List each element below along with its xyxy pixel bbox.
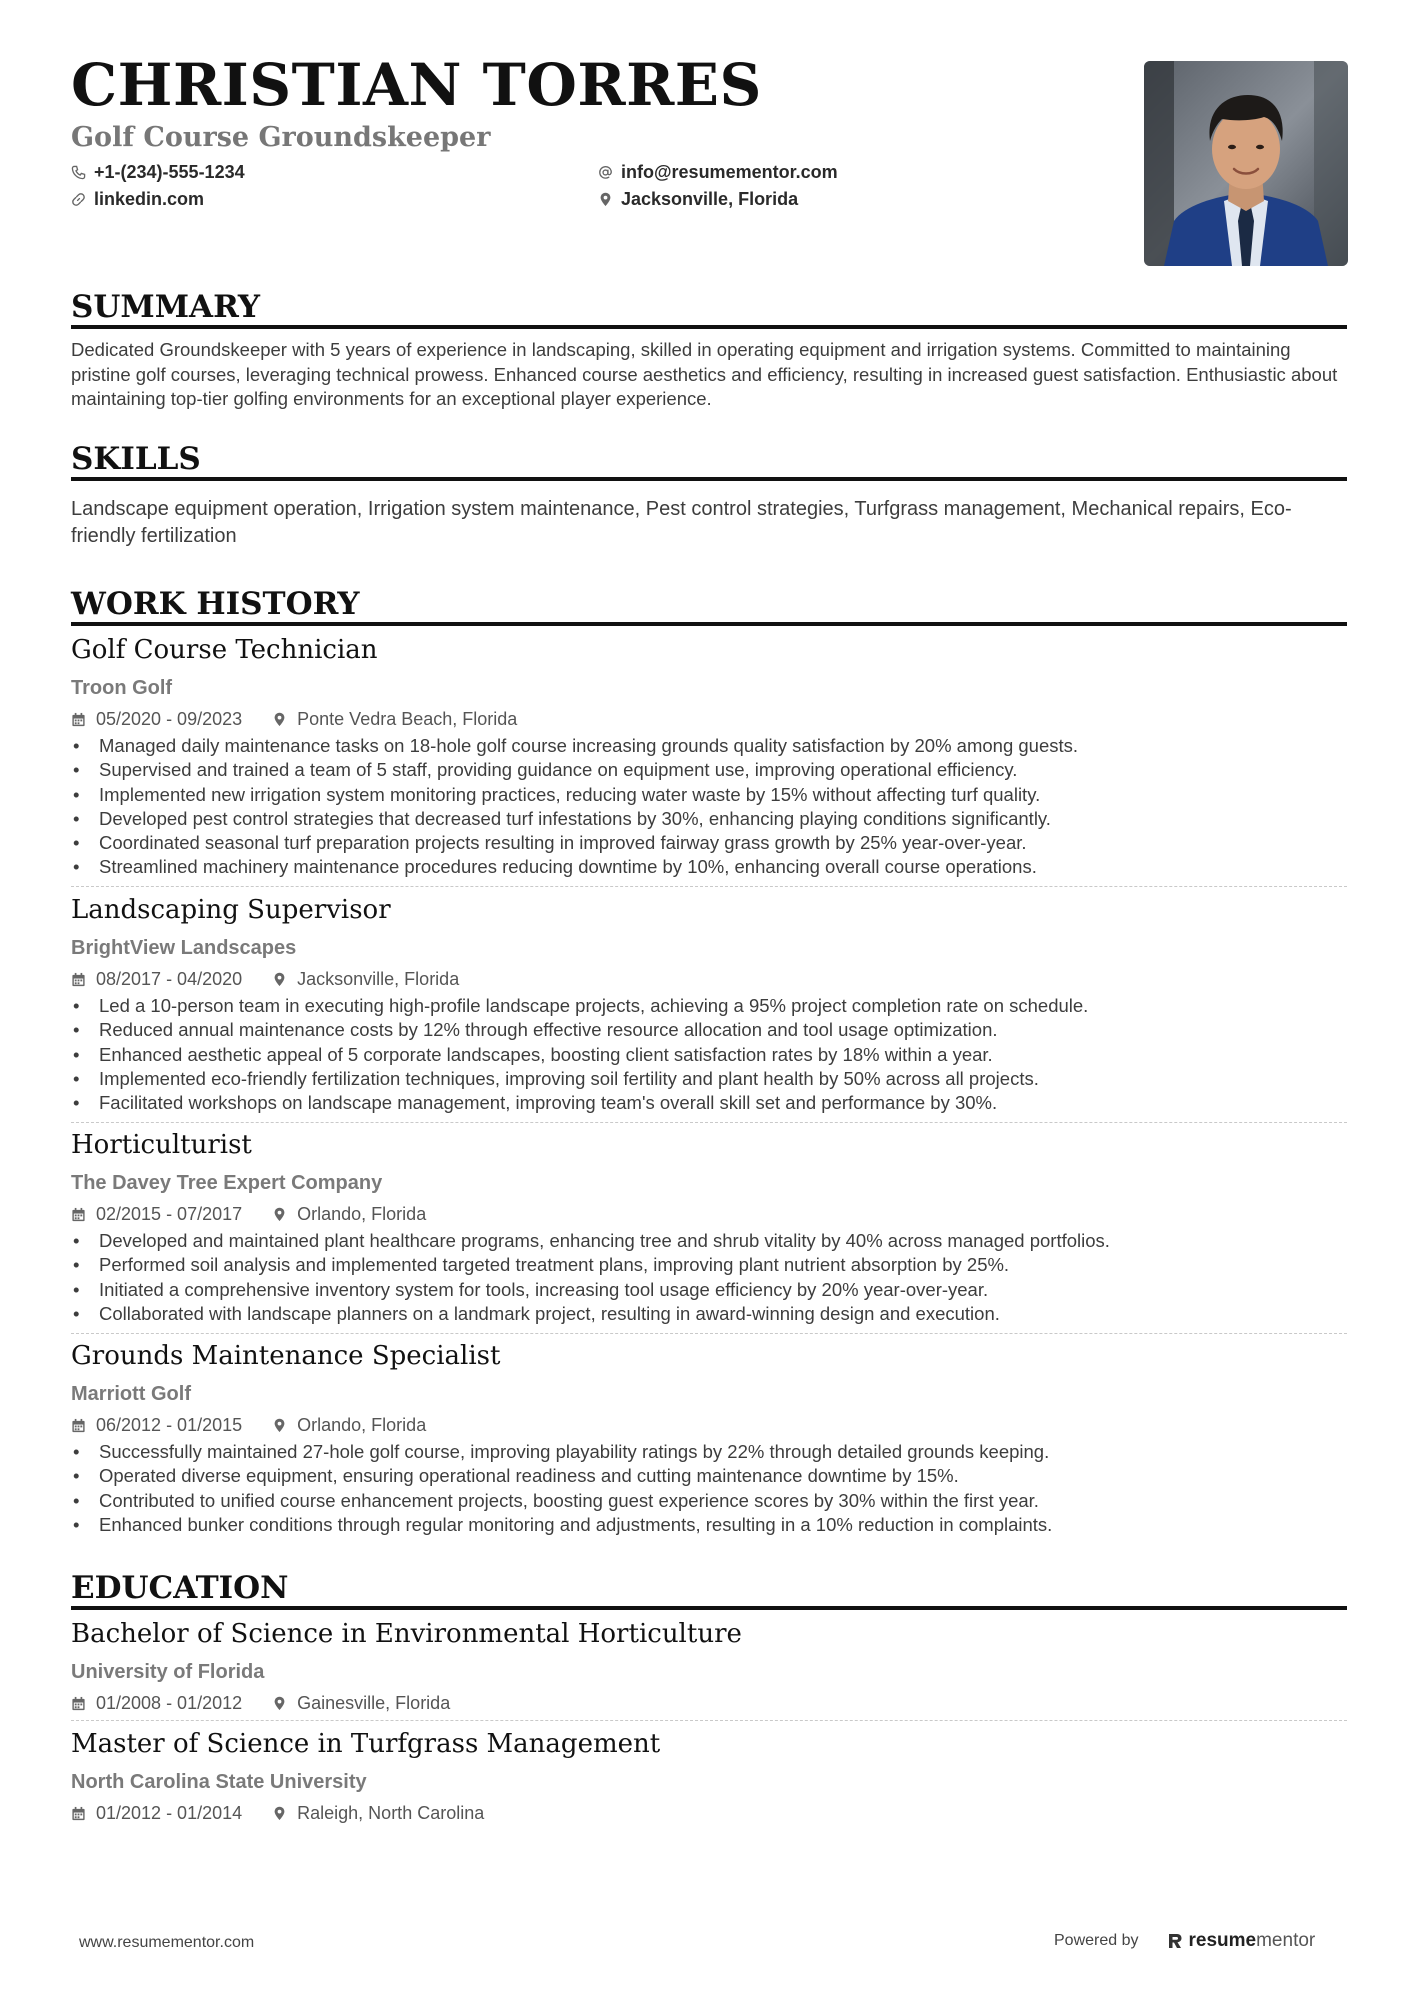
job-dates: 05/2020 - 09/2023 <box>96 709 243 729</box>
powered-by-text: Powered by <box>1054 1932 1139 1949</box>
education-location: Raleigh, North Carolina <box>297 1803 485 1823</box>
list-item: • Implemented new irrigation system monitoring practices, reducing water waste by 15% without affecting turf quality. <box>71 783 1347 807</box>
education-dates: 01/2008 - 01/2012 <box>96 1693 243 1713</box>
footer-powered <box>1054 1930 1315 1952</box>
location-pin-icon <box>272 972 287 987</box>
job-company: Troon Golf <box>71 677 173 699</box>
list-item: • Coordinated seasonal turf preparation projects resulting in improved fairway grass growth by 25% year-over-year. <box>71 831 1347 855</box>
education-heading: EDUCATION <box>71 1570 289 1606</box>
brand-name-light: mentor <box>1256 1930 1316 1951</box>
education-meta <box>71 1804 484 1822</box>
job-location: Orlando, Florida <box>297 1204 427 1224</box>
job-title: Landscaping Supervisor <box>71 895 391 925</box>
email-text[interactable]: info@resumementor.com <box>621 162 838 182</box>
divider <box>71 1333 1347 1334</box>
calendar-icon <box>71 972 86 987</box>
location-pin-icon <box>272 1696 287 1711</box>
profile-photo <box>1144 61 1348 266</box>
summary-rule <box>71 325 1347 329</box>
brand-logo[interactable] <box>1167 1930 1316 1952</box>
list-item: • Operated diverse equipment, ensuring operational readiness and cutting maintenance downtime by 15%. <box>71 1464 1347 1488</box>
job-company: BrightView Landscapes <box>71 937 297 959</box>
education-school: University of Florida <box>71 1661 265 1683</box>
contact-email <box>598 163 838 181</box>
job-company: The Davey Tree Expert Company <box>71 1172 383 1194</box>
calendar-icon <box>71 1696 86 1711</box>
skills-rule <box>71 477 1347 481</box>
contact-phone <box>71 163 245 181</box>
job-bullets <box>71 1440 1347 1537</box>
education-rule <box>71 1606 1347 1610</box>
list-item: • Performed soil analysis and implemented targeted treatment plans, improving plant nutrient absorption by 25%. <box>71 1253 1347 1277</box>
list-item: • Developed and maintained plant healthcare programs, enhancing tree and shrub vitality by 40% across managed portfolios. <box>71 1229 1347 1253</box>
at-icon <box>598 165 613 180</box>
list-item: • Enhanced aesthetic appeal of 5 corporate landscapes, boosting client satisfaction rates by 18% within a year. <box>71 1043 1347 1067</box>
job-location: Ponte Vedra Beach, Florida <box>297 709 518 729</box>
portrait-image <box>1144 61 1348 266</box>
skills-heading: SKILLS <box>71 441 201 477</box>
divider <box>71 886 1347 887</box>
footer-website[interactable]: www.resumementor.com <box>79 1934 255 1951</box>
list-item: • Streamlined machinery maintenance procedures reducing downtime by 10%, enhancing overall course operations. <box>71 855 1347 879</box>
list-item: • Facilitated workshops on landscape management, improving team's overall skill set and performance by 30%. <box>71 1091 1347 1115</box>
location-pin-icon <box>272 712 287 727</box>
job-title: Grounds Maintenance Specialist <box>71 1341 501 1371</box>
education-degree: Bachelor of Science in Environmental Horticulture <box>71 1619 742 1649</box>
phone-text[interactable]: +1-(234)-555-1234 <box>94 162 245 182</box>
skills-text: Landscape equipment operation, Irrigation system maintenance, Pest control strategies, Turfgrass management, Mechanical repairs, Eco-friendly fertilization <box>71 498 1292 547</box>
list-item: • Developed pest control strategies that decreased turf infestations by 30%, enhancing playing conditions significantly. <box>71 807 1347 831</box>
location-pin-icon <box>598 192 613 207</box>
list-item: • Initiated a comprehensive inventory system for tools, increasing tool usage efficiency by 20% year-over-year. <box>71 1278 1347 1302</box>
education-location: Gainesville, Florida <box>297 1693 451 1713</box>
list-item: • Collaborated with landscape planners on a landmark project, resulting in award-winning design and execution. <box>71 1302 1347 1326</box>
job-bullets <box>71 1229 1347 1326</box>
summary-heading: SUMMARY <box>71 289 261 325</box>
calendar-icon <box>71 1418 86 1433</box>
candidate-name: CHRISTIAN TORRES <box>71 51 762 119</box>
location-pin-icon <box>272 1806 287 1821</box>
candidate-title: Golf Course Groundskeeper <box>71 122 491 153</box>
divider <box>71 1720 1347 1721</box>
link-icon <box>71 192 86 207</box>
divider <box>71 1122 1347 1123</box>
list-item: • Contributed to unified course enhancement projects, boosting guest experience scores by 30% within the first year. <box>71 1489 1347 1513</box>
job-meta <box>71 970 459 988</box>
location-pin-icon <box>272 1207 287 1222</box>
job-location: Orlando, Florida <box>297 1415 427 1435</box>
job-title: Golf Course Technician <box>71 635 378 665</box>
list-item: • Managed daily maintenance tasks on 18-hole golf course increasing grounds quality satisfaction by 20% among guests. <box>71 734 1347 758</box>
education-dates: 01/2012 - 01/2014 <box>96 1803 243 1823</box>
work-history-rule <box>71 622 1347 626</box>
list-item: • Led a 10-person team in executing high-profile landscape projects, achieving a 95% project completion rate on schedule. <box>71 994 1347 1018</box>
job-dates: 06/2012 - 01/2015 <box>96 1415 243 1435</box>
contact-linkedin <box>71 190 204 208</box>
list-item: • Successfully maintained 27-hole golf course, improving playability ratings by 22% through detailed grounds keeping. <box>71 1440 1347 1464</box>
list-item: • Implemented eco-friendly fertilization techniques, improving soil fertility and plant health by 50% across all projects. <box>71 1067 1347 1091</box>
summary-text: Dedicated Groundskeeper with 5 years of experience in landscaping, skilled in operating equipment and irrigation systems. Committed to maintaining pristine golf courses, leveraging technical prowess. Enhanced course aesthetics and efficiency, resulting in increased guest satisfaction. Enthusiastic about maintaining top-tier golfing environments for an exceptional player experience. <box>71 339 1338 409</box>
job-bullets <box>71 734 1347 880</box>
education-meta <box>71 1694 450 1712</box>
phone-icon <box>71 165 86 180</box>
calendar-icon <box>71 1806 86 1821</box>
education-degree: Master of Science in Turfgrass Management <box>71 1729 661 1759</box>
list-item: • Supervised and trained a team of 5 staff, providing guidance on equipment use, improving operational efficiency. <box>71 758 1347 782</box>
job-dates: 08/2017 - 04/2020 <box>96 969 243 989</box>
calendar-icon <box>71 712 86 727</box>
linkedin-text[interactable]: linkedin.com <box>94 189 205 209</box>
job-company: Marriott Golf <box>71 1383 191 1405</box>
brand-name-bold: resume <box>1188 1930 1257 1951</box>
location-text: Jacksonville, Florida <box>621 189 799 209</box>
list-item: • Reduced annual maintenance costs by 12% through effective resource allocation and tool usage optimization. <box>71 1018 1347 1042</box>
location-pin-icon <box>272 1418 287 1433</box>
job-bullets <box>71 994 1347 1115</box>
calendar-icon <box>71 1207 86 1222</box>
work-history-heading: WORK HISTORY <box>71 586 360 622</box>
resumementor-logo-icon <box>1167 1932 1183 1950</box>
job-meta <box>71 710 517 728</box>
list-item: • Enhanced bunker conditions through regular monitoring and adjustments, resulting in a 10% reduction in complaints. <box>71 1513 1347 1537</box>
contact-location <box>598 190 798 208</box>
job-title: Horticulturist <box>71 1130 252 1160</box>
job-meta <box>71 1205 426 1223</box>
job-meta <box>71 1416 426 1434</box>
job-dates: 02/2015 - 07/2017 <box>96 1204 243 1224</box>
education-school: North Carolina State University <box>71 1771 367 1793</box>
job-location: Jacksonville, Florida <box>297 969 460 989</box>
